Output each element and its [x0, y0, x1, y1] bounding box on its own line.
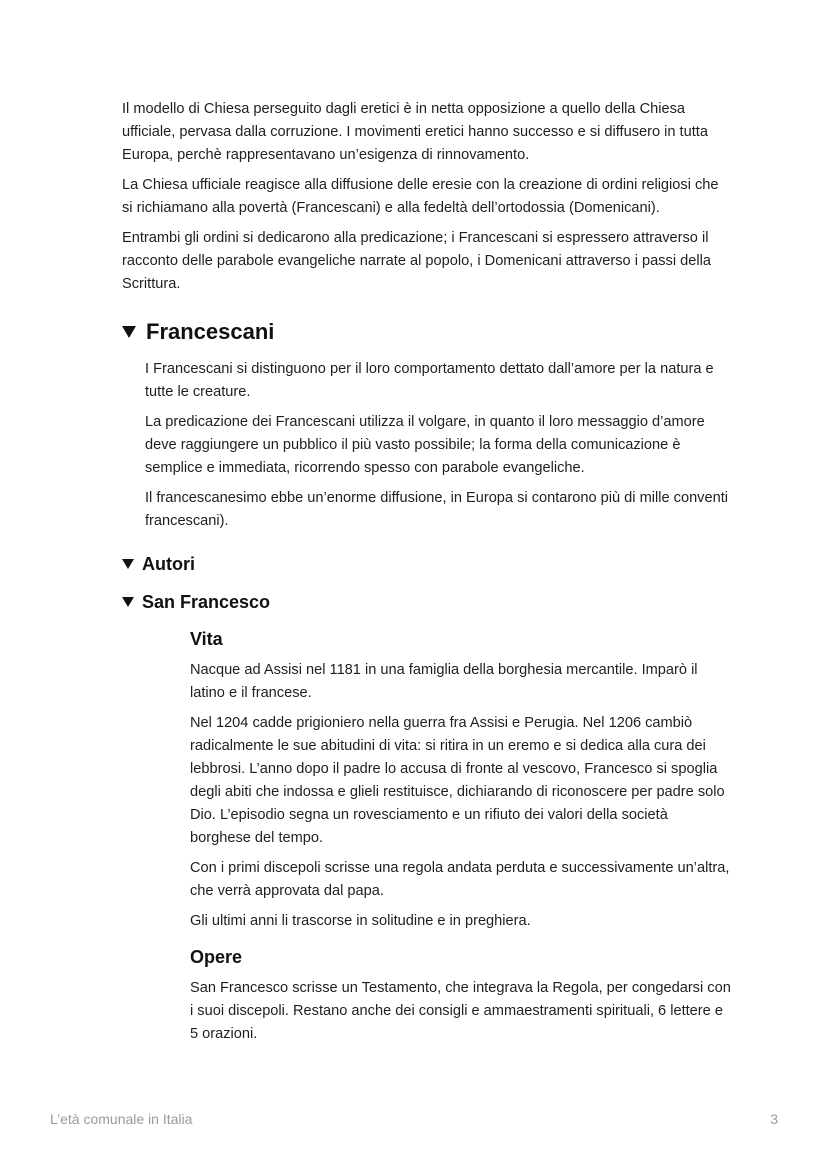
body-paragraph: Con i primi discepoli scrisse una regola andata perduta e successivamente un’altra, che verrà approvata dal papa.	[190, 860, 730, 899]
section-title: Francescani	[146, 319, 275, 344]
intro-paragraph: Il modello di Chiesa perseguito dagli eretici è in netta opposizione a quello della Chiesa ufficiale, pervasa dalla corruzione. I movimenti eretici hanno successo e si diffusero in tutta Europa, perchè rappresentavano un’esigenza di rinnovamento.	[122, 101, 708, 163]
heading-vita: Vita	[190, 629, 223, 649]
subsection-title: San Francesco	[142, 591, 271, 612]
page-content	[122, 98, 732, 1053]
footer-page-number: 3	[770, 1111, 778, 1127]
body-paragraph: Nel 1204 cadde prigioniero nella guerra fra Assisi e Perugia. Nel 1206 cambiò radicalmente le sue abitudini di vita: si ritira in un eremo e si dedica alla cura dei lebbrosi. L’anno dopo il padre lo accusa di fronte al vescovo, Francesco si spoglia degli abiti che indossa e glieli restituisce, dichiarando di riconoscere per padre solo Dio. L’episodio segna un rovesciamento e un rifiuto dei valori della società borghese del tempo.	[190, 715, 725, 846]
body-paragraph: La predicazione dei Francescani utilizza il volgare, in quanto il loro messaggio d’amore deve raggiungere un pubblico il più vasto possibile; la forma della comunicazione è semplice e immediata, ricorrendo spesso con parabole evangeliche.	[145, 414, 705, 476]
intro-paragraph: La Chiesa ufficiale reagisce alla diffusione delle eresie con la creazione di ordini religiosi che si richiamano alla povertà (Francescani) e alla fedeltà dell’ortodossia (Domenicani).	[122, 177, 719, 216]
heading-opere: Opere	[190, 947, 243, 967]
triangle-down-icon[interactable]	[122, 559, 134, 569]
toggle-san-francesco[interactable]	[122, 591, 732, 613]
intro-paragraph: Entrambi gli ordini si dedicarono alla predicazione; i Francescani si espressero attraverso il racconto delle parabole evangeliche narrate al popolo, i Domenicani attraverso i passi della Scrittura.	[122, 230, 711, 292]
body-paragraph: Il francescanesimo ebbe un’enorme diffusione, in Europa si contarono più di mille conventi francescani).	[145, 490, 729, 529]
body-paragraph: I Francescani si distinguono per il loro comportamento dettato dall’amore per la natura e tutte le creature.	[145, 361, 714, 400]
body-paragraph: San Francesco scrisse un Testamento, che integrava la Regola, per congedarsi con i suoi discepoli. Restano anche dei consigli e ammaestramenti spirituali, 6 lettere e 5 orazioni.	[190, 980, 731, 1042]
footer-document-title: L’età comunale in Italia	[50, 1111, 193, 1127]
triangle-down-icon[interactable]	[122, 597, 134, 607]
body-paragraph: Gli ultimi anni li trascorse in solitudine e in preghiera.	[190, 913, 531, 929]
triangle-down-icon[interactable]	[122, 326, 136, 338]
francescani-body	[145, 358, 732, 533]
toggle-francescani[interactable]	[122, 318, 732, 346]
body-paragraph: Nacque ad Assisi nel 1181 in una famiglia della borghesia mercantile. Imparò il latino e il francese.	[190, 662, 698, 701]
san-francesco-body	[190, 629, 732, 1046]
toggle-autori[interactable]	[122, 553, 732, 575]
subsection-title: Autori	[142, 553, 195, 574]
